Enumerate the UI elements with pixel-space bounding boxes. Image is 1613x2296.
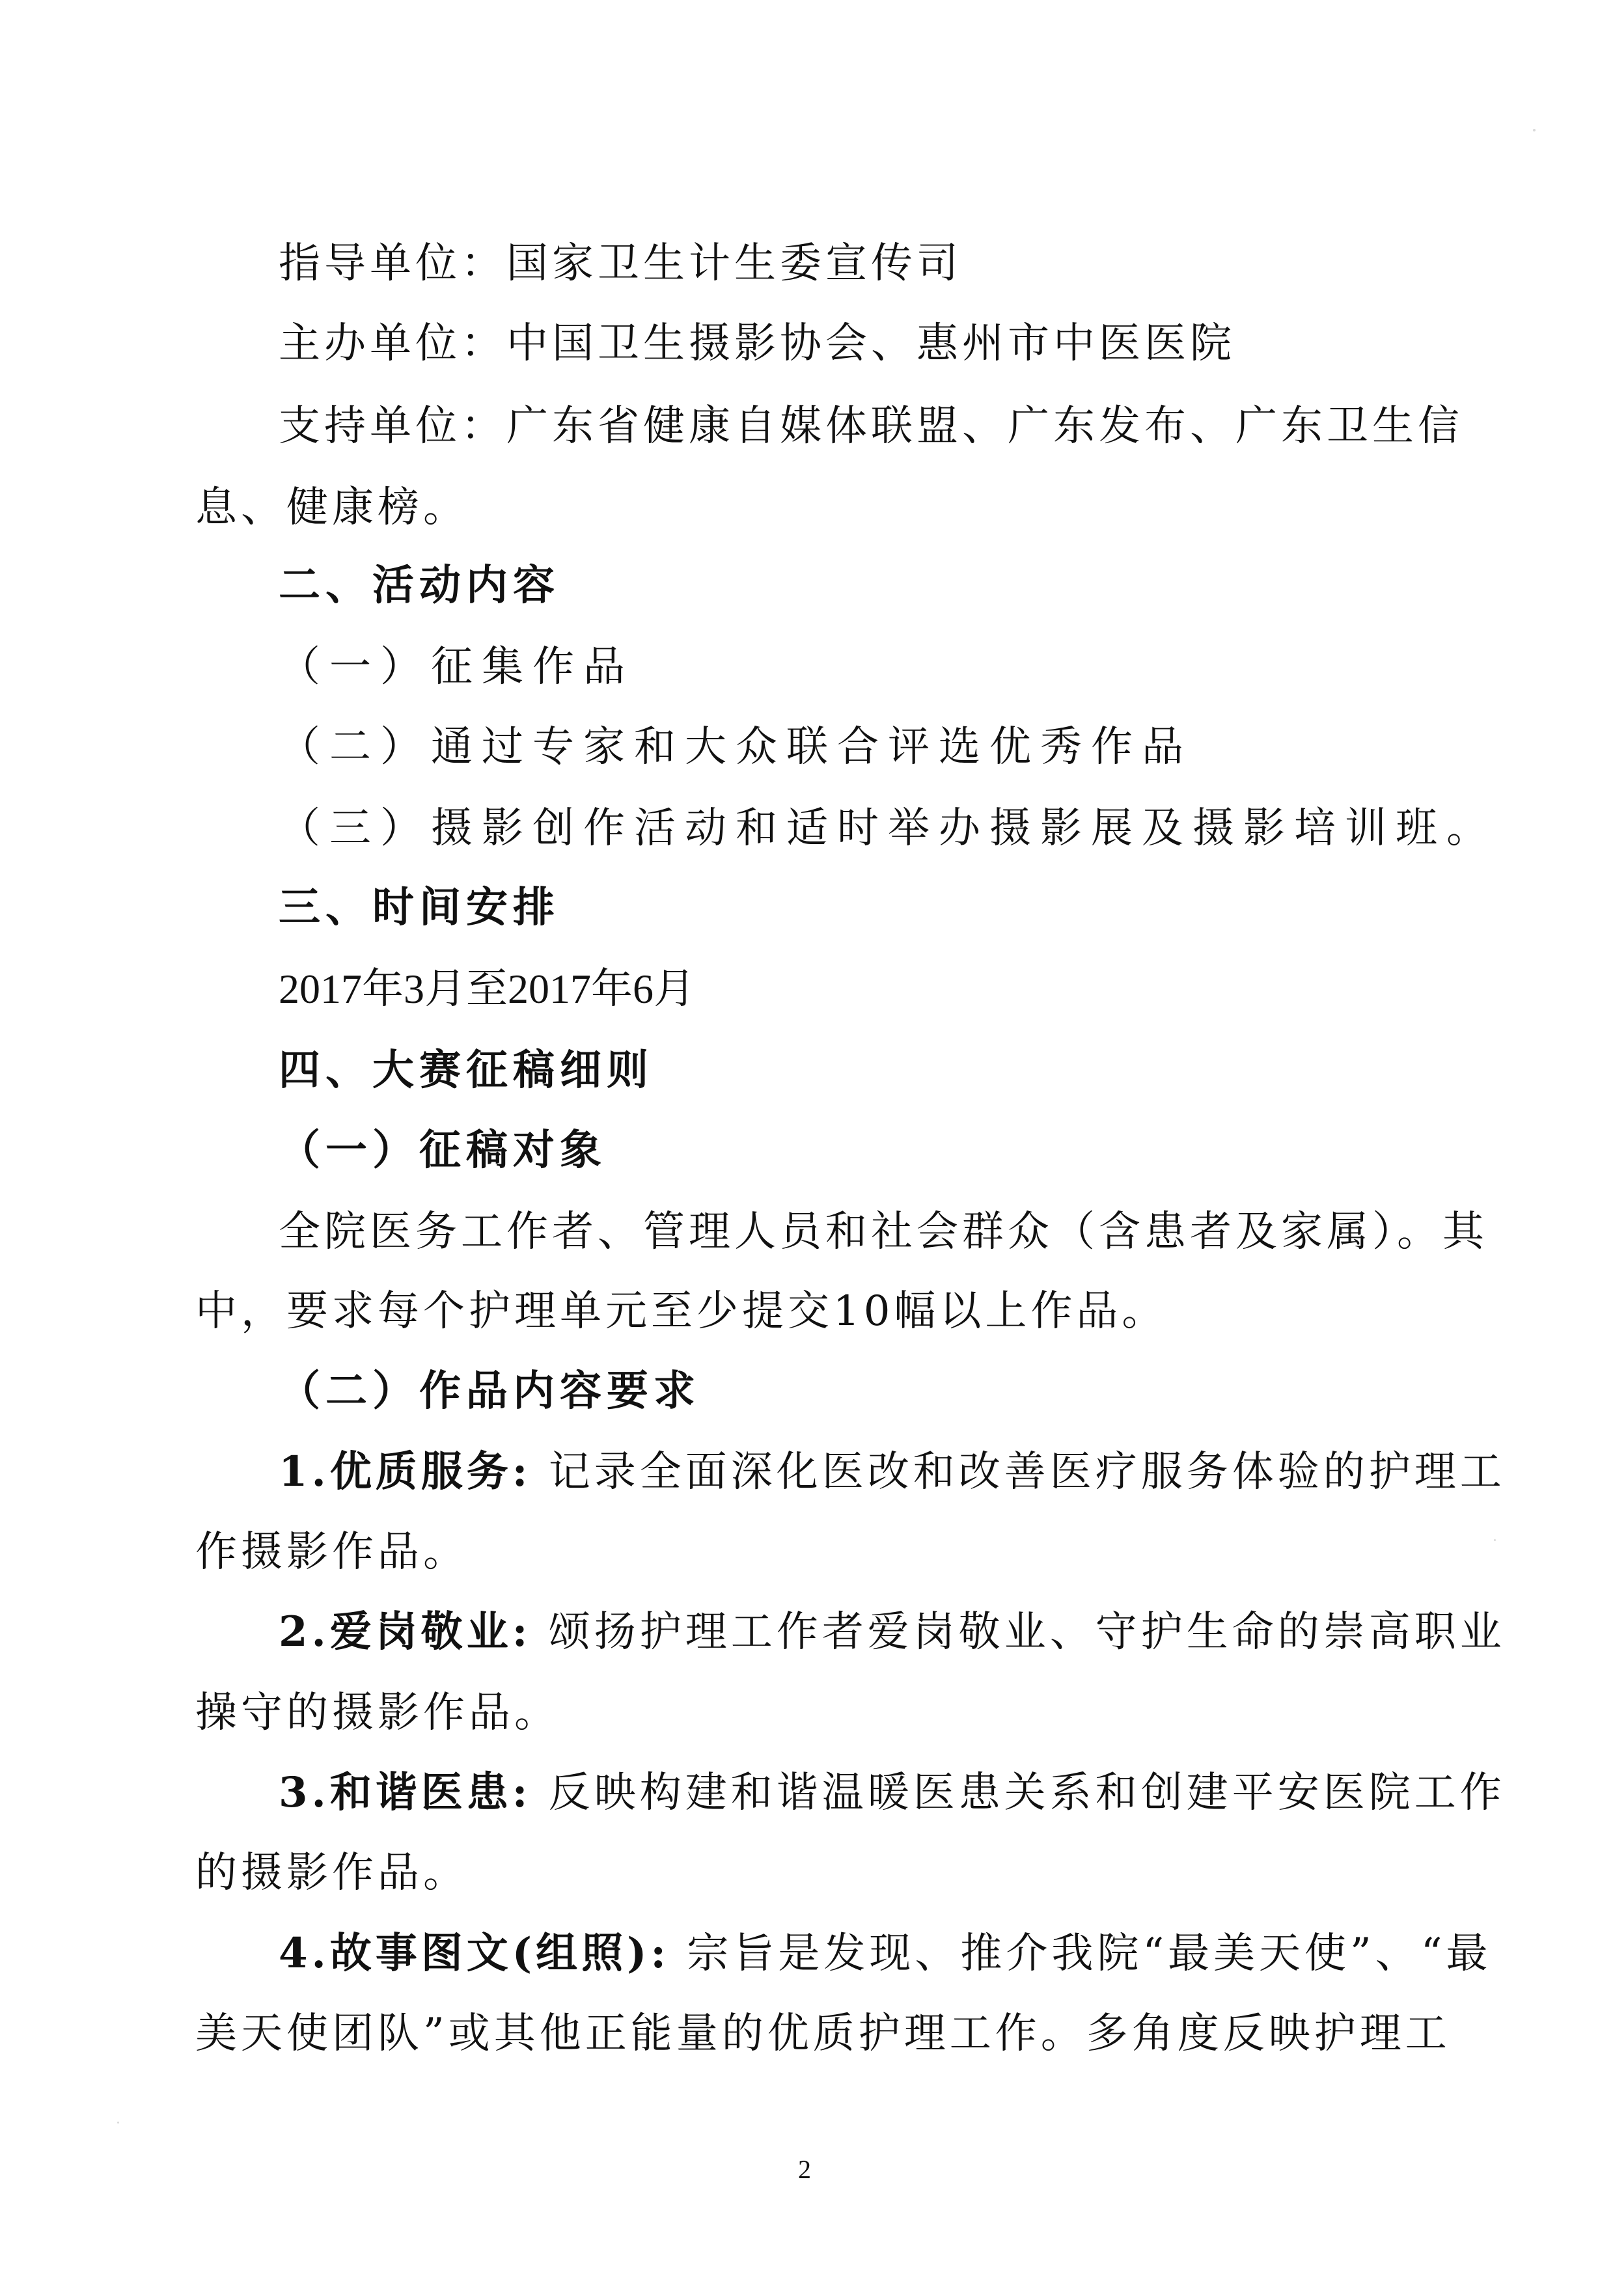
section-three-heading: 三、时间安排 — [279, 884, 560, 932]
page-number: 2 — [798, 2155, 811, 2184]
activity-item-2: （二）通过专家和大众联合评选优秀作品 — [279, 723, 1193, 771]
subsection-content-requirements: （二）作品内容要求 — [279, 1367, 700, 1415]
support-unit-line-continued: 息、健康榜。 — [195, 484, 469, 532]
requirement-4-line — [279, 1928, 1492, 1980]
requirement-1-text-continued: 作摄影作品。 — [195, 1528, 469, 1576]
requirement-1-title: 1.优质服务: — [279, 1447, 532, 1496]
scan-speck — [1494, 1539, 1496, 1541]
scan-speck — [1533, 129, 1536, 131]
submission-target-text: 全院医务工作者、管理人员和社会群众（含患者及家属）。其 — [279, 1208, 1488, 1256]
requirement-2-text: 颂扬护理工作者爱岗敬业、守护生命的崇高职业 — [548, 1608, 1506, 1656]
guidance-unit-line: 指导单位：国家卫生计生委宣传司 — [279, 239, 962, 288]
requirement-1-text: 记录全面深化医改和改善医疗服务体验的护理工 — [548, 1448, 1506, 1496]
requirement-2-text-continued: 操守的摄影作品。 — [195, 1689, 560, 1737]
requirement-2-line — [279, 1606, 1506, 1658]
requirement-3-text: 反映构建和谐温暖医患关系和创建平安医院工作 — [548, 1769, 1506, 1817]
scan-speck — [117, 2122, 119, 2124]
subsection-submission-target: （一）征稿对象 — [279, 1127, 607, 1175]
requirement-4-text: 宗旨是发现、推介我院“最美天使”、“最 — [687, 1930, 1492, 1978]
schedule-dates: 2017年3月至2017年6月 — [279, 966, 695, 1012]
submission-target-text-continued: 中，要求每个护理单元至少提交10幅以上作品。 — [195, 1287, 1168, 1335]
requirement-4-title: 4.故事图文(组照): — [279, 1929, 670, 1978]
support-unit-line: 支持单位：广东省健康自媒体联盟、广东发布、广东卫生信 — [279, 402, 1463, 450]
requirement-3-line — [279, 1767, 1506, 1819]
section-two-heading: 二、活动内容 — [279, 562, 560, 610]
requirement-1-line — [279, 1446, 1506, 1498]
section-four-heading: 四、大赛征稿细则 — [279, 1046, 654, 1095]
activity-item-1: （一）征集作品 — [279, 643, 634, 691]
requirement-3-title: 3.和谐医患: — [279, 1768, 532, 1817]
requirement-2-title: 2.爱岗敬业: — [279, 1607, 532, 1656]
requirement-3-text-continued: 的摄影作品。 — [195, 1849, 469, 1897]
host-unit-line: 主办单位：中国卫生摄影协会、惠州市中医医院 — [279, 320, 1235, 368]
activity-item-3: （三）摄影创作活动和适时举办摄影展及摄影培训班。 — [279, 804, 1497, 853]
requirement-4-text-continued: 美天使团队”或其他正能量的优质护理工作。多角度反映护理工 — [195, 2010, 1451, 2058]
